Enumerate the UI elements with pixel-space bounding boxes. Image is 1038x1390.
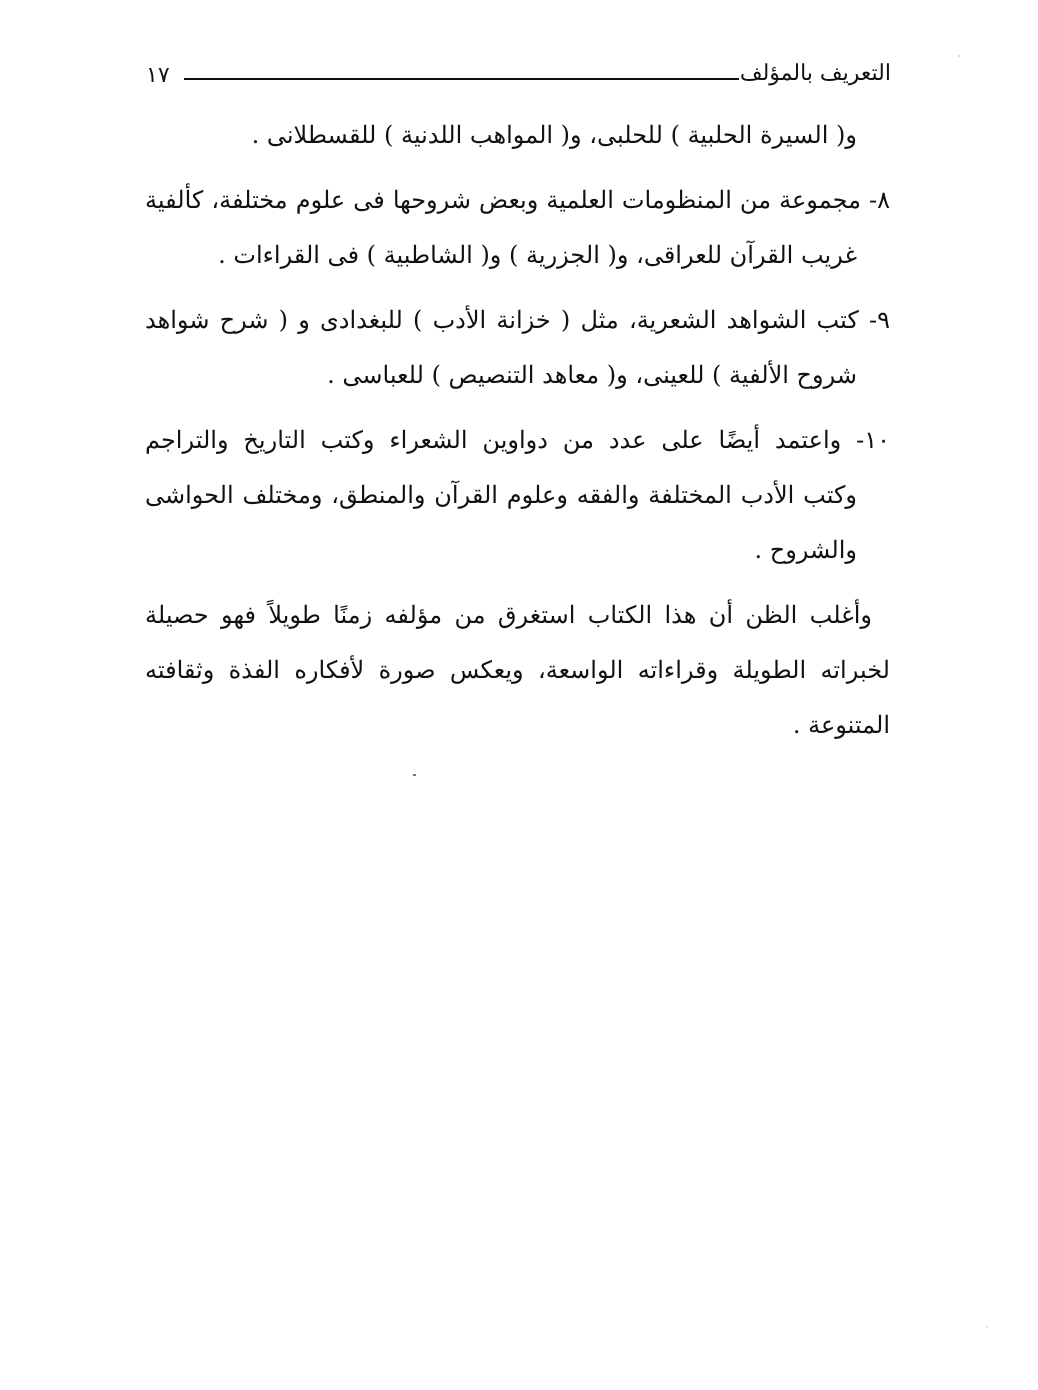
list-item-9 bbox=[145, 293, 890, 403]
text-line: ٩- كتب الشواهد الشعرية، مثل ( خزانة الأدب ) للبغدادى و ( شرح شواهد bbox=[145, 306, 890, 334]
text-line: والشروح . bbox=[754, 536, 857, 564]
text-line: ٨- مجموعة من المنظومات العلمية وبعض شروحها فى علوم مختلفة، كألفية bbox=[145, 186, 890, 214]
page-number: ١٧ bbox=[146, 63, 170, 88]
text-line: شروح الألفية ) للعينى، و( معاهد التنصيص ) للعباسى . bbox=[327, 361, 857, 389]
page-header bbox=[146, 58, 891, 94]
text-line: غريب القرآن للعراقى، و( الجزرية ) و( الشاطبية ) فى القراءات . bbox=[218, 241, 857, 269]
text-line: و( السيرة الحلبية ) للحلبى، و( المواهب اللدنية ) للقسطلانى . bbox=[251, 121, 857, 149]
scan-mark bbox=[986, 1326, 988, 1328]
running-title: التعريف بالمؤلف bbox=[739, 61, 891, 86]
scan-mark bbox=[413, 774, 416, 776]
text-line: لخبراته الطويلة وقراءاته الواسعة، ويعكس صورة لأفكاره الفذة وثقافته bbox=[145, 656, 890, 684]
scan-mark bbox=[958, 55, 960, 57]
page-body bbox=[145, 108, 890, 763]
header-rule bbox=[184, 78, 739, 80]
text-line: وكتب الأدب المختلفة والفقه وعلوم القرآن والمنطق، ومختلف الحواشى bbox=[145, 481, 857, 509]
text-line: وأغلب الظن أن هذا الكتاب استغرق من مؤلفه زمنًا طويلاً فهو حصيلة bbox=[145, 601, 872, 629]
list-item-10 bbox=[145, 413, 890, 578]
text-line: ١٠- واعتمد أيضًا على عدد من دواوين الشعراء وكتب التاريخ والتراجم bbox=[145, 426, 890, 454]
list-item-7-continuation bbox=[145, 108, 890, 163]
text-line: المتنوعة . bbox=[792, 711, 890, 739]
list-item-8 bbox=[145, 173, 890, 283]
closing-paragraph bbox=[145, 588, 890, 753]
